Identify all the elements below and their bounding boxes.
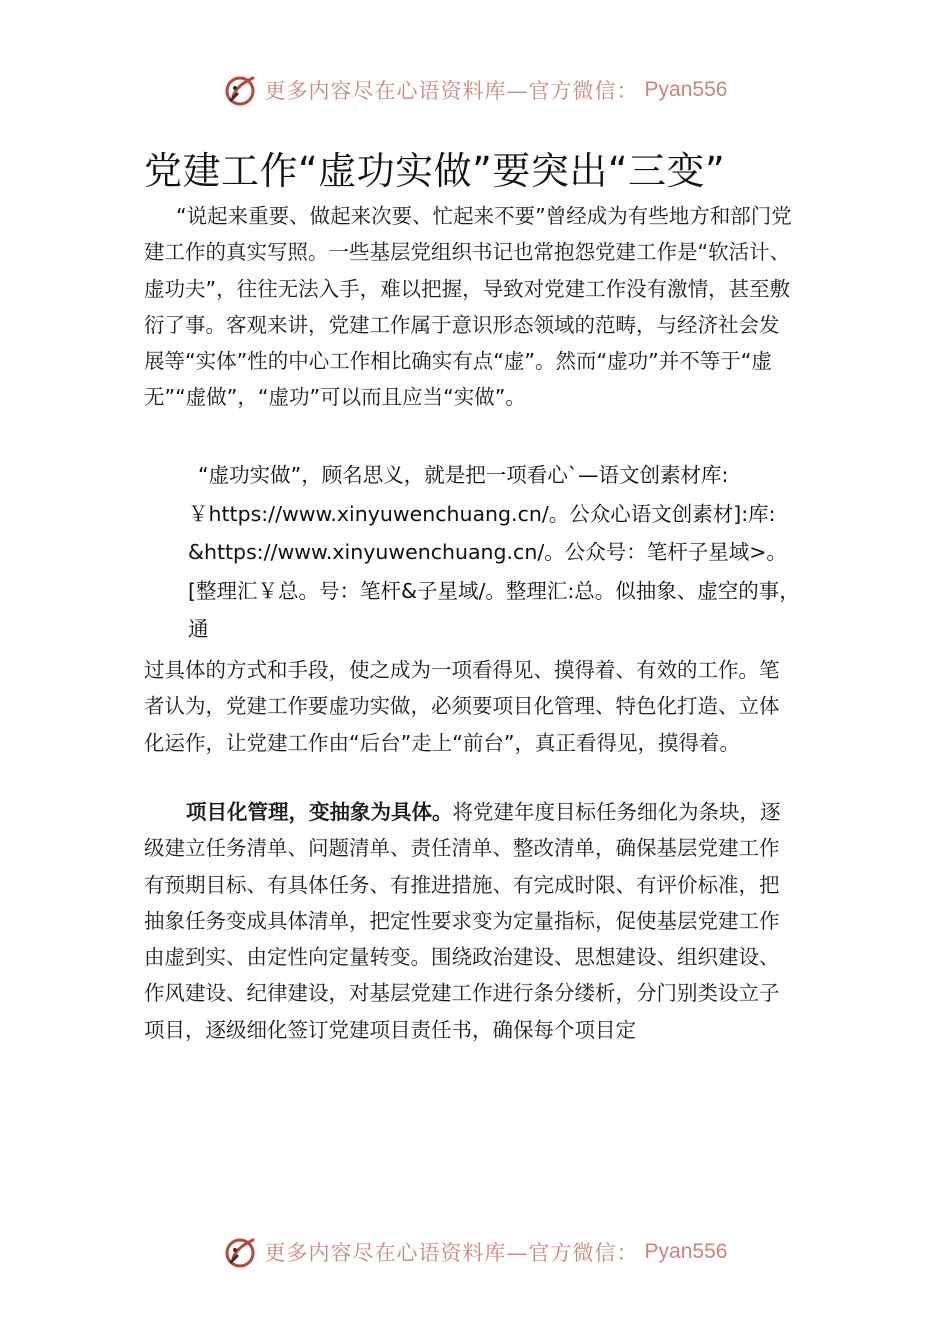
paragraph-continuation: 过具体的方式和手段，使之成为一项看得见、摸得着、有效的工作。笔者认为，党建工作要虚功实做，必须要项目化管理、特色化打造、立体化运作，让党建工作由“后台”走上“前台”，真正看得见，摸得着。 xyxy=(144,658,780,755)
quote-block xyxy=(188,456,838,649)
quote-line: ￥https://www.xinyuwenchuang.cn/。公众心语文创素材]:库: xyxy=(188,501,776,526)
quote-line: 通 xyxy=(188,617,209,642)
watermark-wechat-id: Pyan556 xyxy=(644,1240,728,1263)
watermark-text: 更多内容尽在心语资料库—官方微信： xyxy=(264,79,639,103)
quote-line: &https://www.xinyuwenchuang.cn/。公众号：笔杆子星域>。 xyxy=(188,540,787,565)
quote-line: “虚功实做”，顾名思义，就是把一项看心`—语文创素材库: xyxy=(198,463,729,487)
watermark-header xyxy=(0,72,950,108)
pen-swirl-logo-icon xyxy=(223,1234,259,1270)
pen-swirl-logo-icon xyxy=(223,72,259,108)
quote-line: [整理汇￥总。号：笔杆&子星域/。整理汇:总。似抽象、虚空的事， xyxy=(188,578,800,603)
paragraph-intro: “说起来重要、做起来次要、忙起来不要”曾经成为有些地方和部门党建工作的真实写照。一些基层党组织书记也常抱怨党建工作是“软活计、虚功夫”，往往无法入手，难以把握，导致对党建工作没有激情，甚至敷衍了事。客观来讲，党建工作属于意识形态领域的范畴，与经济社会发展等“实体”性的中心工作相比确实有点“虚”。然而“虚功”并不等于“虚无”“虚做”，“虚功”可以而且应当“实做”。 xyxy=(144,204,792,410)
paragraph-project-management xyxy=(144,794,796,1048)
watermark-wechat-id: Pyan556 xyxy=(644,78,728,101)
paragraph-body: 将党建年度目标任务细化为条块，逐级建立任务清单、问题清单、责任清单、整改清单，确保基层党建工作有预期目标、有具体任务、有推进措施、有完成时限、有评价标准，把抽象任务变成具体清单，把定性要求变为定量指标，促使基层党建工作由虚到实、由定性向定量转变。围绕政治建设、思想建设、组织建设、作风建设、纪律建设，对基层党建工作进行条分缕析，分门别类设立子项目，逐级细化签订党建项目责任书，确保每个项目定 xyxy=(144,800,781,1042)
article-title: 党建工作“虚功实做”要突出“三变” xyxy=(144,149,726,193)
watermark-text: 更多内容尽在心语资料库—官方微信： xyxy=(264,1241,639,1265)
watermark-footer xyxy=(0,1234,950,1270)
paragraph-heading: 项目化管理，变抽象为具体。 xyxy=(186,800,453,824)
